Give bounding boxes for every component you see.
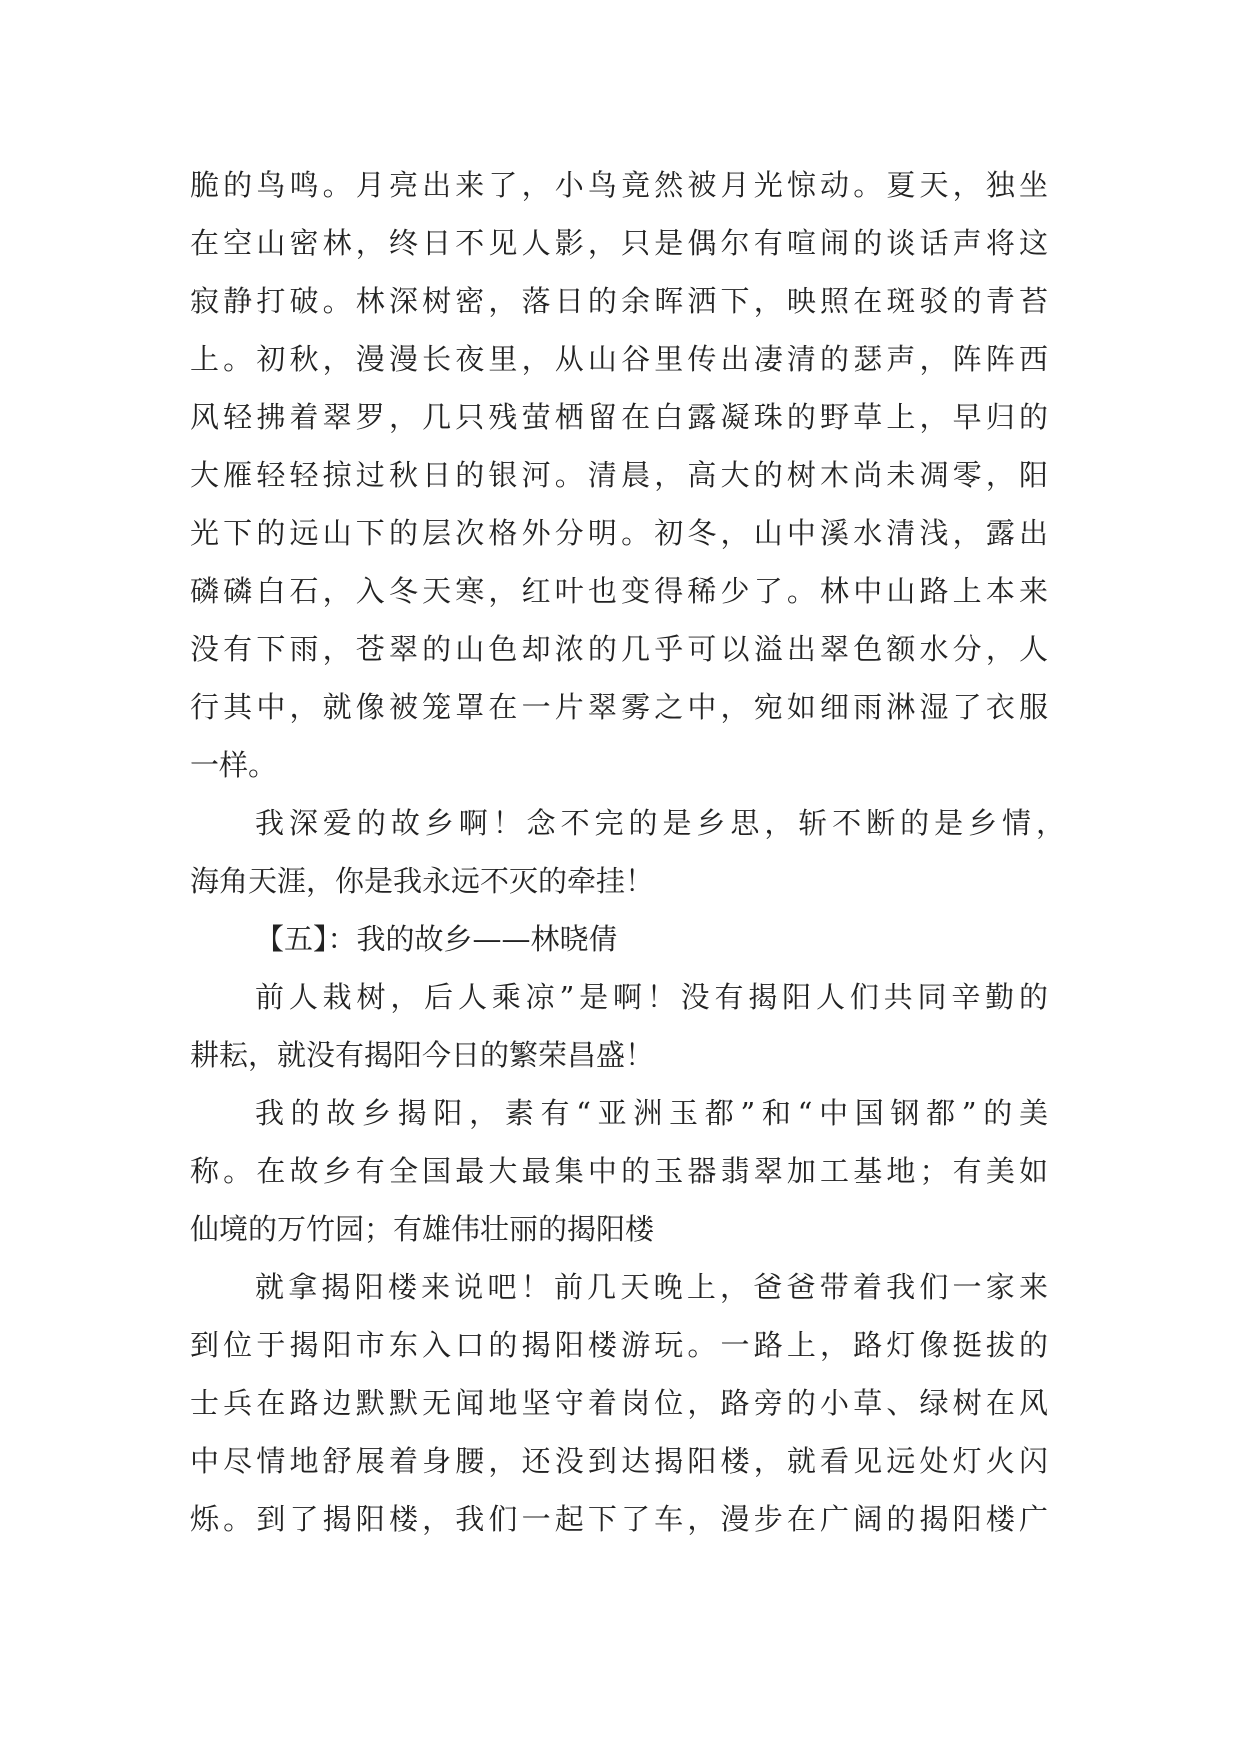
- text-line: 耕耘，就没有揭阳今日的繁荣昌盛！: [190, 1038, 655, 1072]
- text-line: 脆的鸟鸣。月亮出来了，小鸟竟然被月光惊动。夏天，独坐: [190, 168, 1048, 202]
- text-line: 一样。: [190, 748, 278, 782]
- text-line: 行其中，就像被笼罩在一片翠雾之中，宛如细雨淋湿了衣服: [190, 690, 1048, 724]
- text-line: 中尽情地舒展着身腰，还没到达揭阳楼，就看见远处灯火闪: [190, 1444, 1048, 1478]
- text-line: 士兵在路边默默无闻地坚守着岗位，路旁的小草、绿树在风: [190, 1386, 1048, 1420]
- text-line: 在空山密林，终日不见人影，只是偶尔有喧闹的谈话声将这: [190, 226, 1048, 260]
- text-line: 光下的远山下的层次格外分明。初冬，山中溪水清浅，露出: [190, 516, 1048, 550]
- text-line: 没有下雨，苍翠的山色却浓的几乎可以溢出翠色额水分，人: [190, 632, 1048, 666]
- text-line: 上。初秋，漫漫长夜里，从山谷里传出凄清的瑟声，阵阵西: [190, 342, 1048, 376]
- text-line: 称。在故乡有全国最大最集中的玉器翡翠加工基地；有美如: [190, 1154, 1048, 1188]
- text-line: 寂静打破。林深树密，落日的余晖洒下，映照在斑驳的青苔: [190, 284, 1048, 318]
- paragraph-first-line: 就拿揭阳楼来说吧！前几天晚上，爸爸带着我们一家来: [255, 1270, 1048, 1304]
- paragraph-first-line: 我深爱的故乡啊！念不完的是乡思，斩不断的是乡情，: [255, 806, 1065, 840]
- paragraph-first-line: 前人栽树，后人乘凉”是啊！没有揭阳人们共同辛勤的: [255, 980, 1048, 1014]
- text-line: 磷磷白石，入冬天寒，红叶也变得稀少了。林中山路上本来: [190, 574, 1048, 608]
- paragraph-first-line: 我的故乡揭阳，素有“亚洲玉都”和“中国钢都”的美: [255, 1096, 1048, 1130]
- text-line: 海角天涯，你是我永远不灭的牵挂！: [190, 864, 655, 898]
- section-heading: 【五】：我的故乡——林晓倩: [255, 922, 618, 956]
- text-line: 大雁轻轻掠过秋日的银河。清晨，高大的树木尚未凋零，阳: [190, 458, 1048, 492]
- text-line: 风轻拂着翠罗，几只残萤栖留在白露凝珠的野草上，早归的: [190, 400, 1048, 434]
- text-line: 到位于揭阳市东入口的揭阳楼游玩。一路上，路灯像挺拔的: [190, 1328, 1048, 1362]
- text-line: 烁。到了揭阳楼，我们一起下了车，漫步在广阔的揭阳楼广: [190, 1502, 1048, 1536]
- text-line: 仙境的万竹园；有雄伟壮丽的揭阳楼: [190, 1212, 655, 1246]
